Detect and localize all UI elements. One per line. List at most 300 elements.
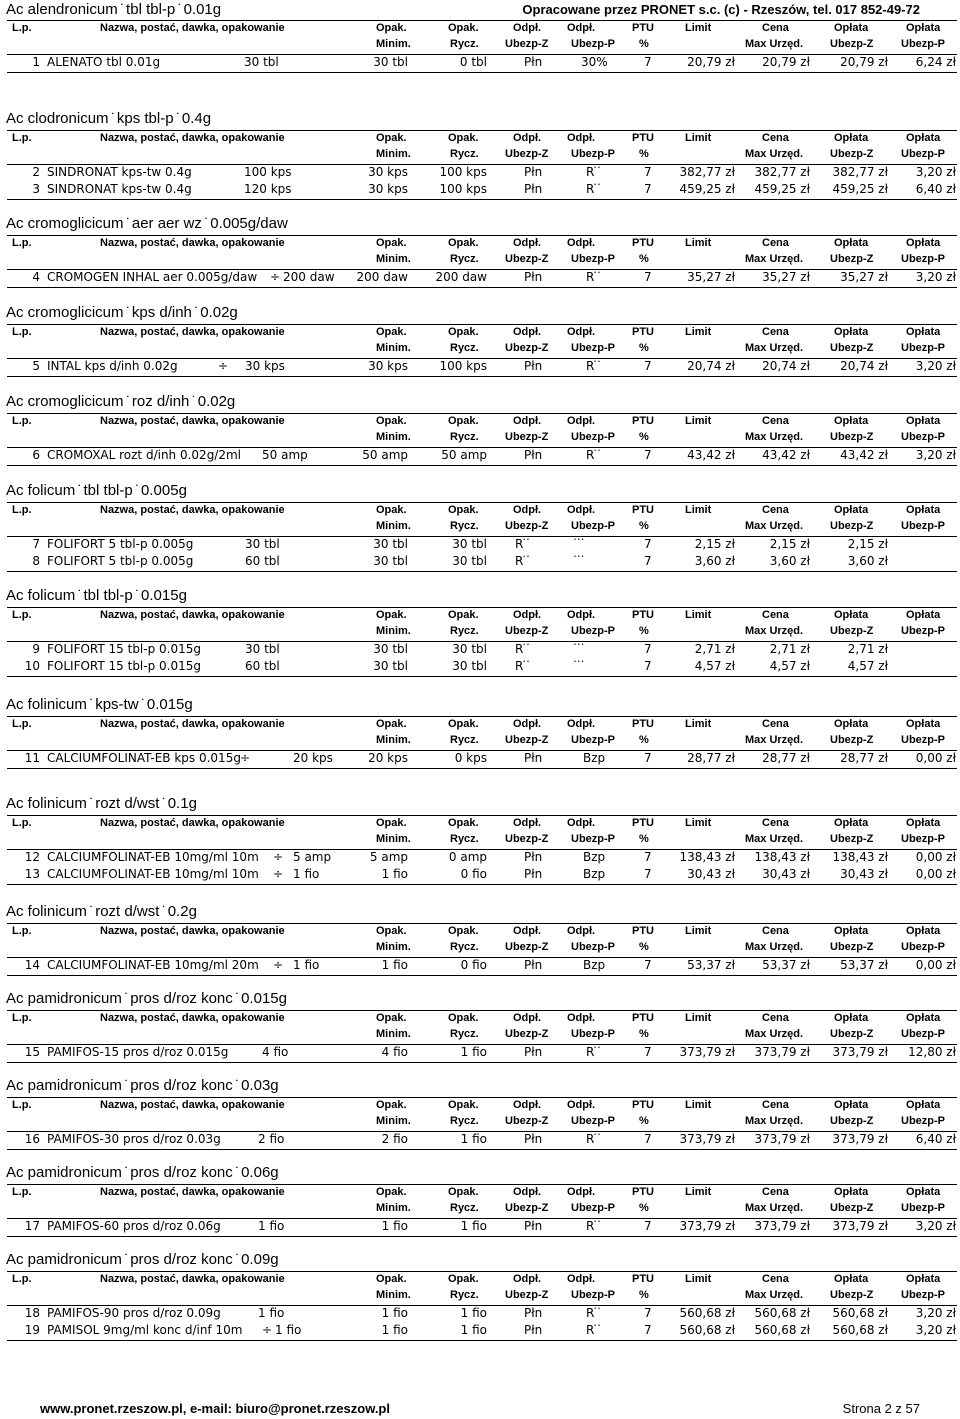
header-odpl_z: Odpł. xyxy=(513,132,542,144)
header-odpl_p-sub: Ubezp-P xyxy=(571,1115,615,1127)
header-oplata_p: Opłata xyxy=(906,1273,941,1285)
section-title: Ac folinicum ̇ rozt d/wst ̇ 0.1g xyxy=(6,795,197,812)
header-cena: Cena xyxy=(762,504,789,516)
header-cena: Cena xyxy=(762,22,789,34)
header-opak_rycz-sub: Rycz. xyxy=(450,1028,479,1040)
cell-limit: 459,25 zł xyxy=(679,182,735,196)
cell-odpl_z: Płn xyxy=(524,1306,543,1320)
section-title: Ac clodronicum ̇ kps tbl-p ̇ 0.4g xyxy=(6,110,212,127)
header-limit: Limit xyxy=(685,817,712,829)
header-opak_min: Opak. xyxy=(376,415,407,427)
header-opak_rycz: Opak. xyxy=(448,1273,479,1285)
header-ptu: PTU xyxy=(632,817,654,829)
header-cena: Cena xyxy=(762,1099,789,1111)
section-bottom-rule xyxy=(7,1236,957,1237)
header-cena-sub: Max Urzęd. xyxy=(745,520,804,532)
cell-pack: 1 fio xyxy=(293,958,320,972)
header-oplata_z-sub: Ubezp-Z xyxy=(830,431,874,443)
cell-oplata_p: 3,20 zł xyxy=(915,448,956,462)
header-odpl_p: Odpł. xyxy=(567,1186,596,1198)
separator-mark: ÷ xyxy=(240,751,251,765)
column-header xyxy=(7,1010,957,1045)
cell-name: PAMIFOS-30 pros d/roz 0.03g xyxy=(47,1132,221,1146)
header-oplata_p-sub: Ubezp-P xyxy=(901,1202,945,1214)
header-odpl_z: Odpł. xyxy=(513,1099,542,1111)
cell-pack: 30 tbl xyxy=(245,537,280,551)
cell-limit: 2,15 zł xyxy=(694,537,735,551)
header-odpl_p: Odpł. xyxy=(567,925,596,937)
header-oplata_z-sub: Ubezp-Z xyxy=(830,520,874,532)
cell-ptu: 7 xyxy=(644,270,652,284)
cell-odpl_p: Bzp xyxy=(583,958,606,972)
header-name: Nazwa, postać, dawka, opakowanie xyxy=(100,237,285,249)
separator-mark: ÷ xyxy=(270,270,281,284)
header-lp: L.p. xyxy=(12,1186,32,1198)
section-bottom-rule xyxy=(7,1062,957,1063)
cell-oplata_p: 0,00 zł xyxy=(915,958,956,972)
header-cena: Cena xyxy=(762,1186,789,1198)
cell-oplata_p: 3,20 zł xyxy=(915,359,956,373)
cell-opak_min: 30 kps xyxy=(368,182,408,196)
cell-oplata_p: 0,00 zł xyxy=(915,751,956,765)
cell-oplata_p: 6,40 zł xyxy=(915,1132,956,1146)
cell-pack: 5 amp xyxy=(293,850,332,864)
page-number: Strona 2 z 57 xyxy=(842,1401,920,1416)
section-title: Ac folinicum ̇ rozt d/wst ̇ 0.2g xyxy=(6,903,197,920)
header-odpl_p: Odpł. xyxy=(567,817,596,829)
separator-mark: ÷ xyxy=(273,867,284,881)
cell-lp: 14 xyxy=(24,958,40,972)
cell-opak_min: 30 tbl xyxy=(373,55,408,69)
header-odpl_p-sub: Ubezp-P xyxy=(571,625,615,637)
cell-lp: 18 xyxy=(24,1306,40,1320)
header-opak_rycz: Opak. xyxy=(448,609,479,621)
table-row xyxy=(0,553,960,571)
cell-lp: 7 xyxy=(32,537,40,551)
header-cena-sub: Max Urzęd. xyxy=(745,1202,804,1214)
header-name: Nazwa, postać, dawka, opakowanie xyxy=(100,1012,285,1024)
header-ptu: PTU xyxy=(632,1273,654,1285)
header-opak_rycz-sub: Rycz. xyxy=(450,38,479,50)
cell-limit: 382,77 zł xyxy=(679,165,735,179)
cell-limit: 35,27 zł xyxy=(687,270,735,284)
cell-cena: 43,42 zł xyxy=(762,448,810,462)
header-name: Nazwa, postać, dawka, opakowanie xyxy=(100,1099,285,1111)
header-opak_rycz-sub: Rycz. xyxy=(450,734,479,746)
header-opak_rycz-sub: Rycz. xyxy=(450,520,479,532)
header-lp: L.p. xyxy=(12,132,32,144)
cell-odpl_z: Płn xyxy=(524,448,543,462)
table-row xyxy=(0,358,960,376)
header-ptu-sub: % xyxy=(639,1115,649,1127)
cell-ptu: 7 xyxy=(644,642,652,656)
column-header xyxy=(7,20,957,55)
cell-lp: 5 xyxy=(32,359,40,373)
cell-limit: 30,43 zł xyxy=(687,867,735,881)
cell-oplata_z: 459,25 zł xyxy=(832,182,888,196)
cell-oplata_z: 138,43 zł xyxy=(832,850,888,864)
header-ptu-sub: % xyxy=(639,148,649,160)
publisher-header: Opracowane przez PRONET s.c. (c) - Rzeszów, tel. 017 852-49-72 xyxy=(522,2,920,17)
section-bottom-rule xyxy=(7,676,957,677)
cell-odpl_p: R ̇ ̇ xyxy=(586,1323,602,1337)
cell-ptu: 7 xyxy=(644,182,652,196)
cell-cena: 373,79 zł xyxy=(754,1219,810,1233)
header-oplata_z-sub: Ubezp-Z xyxy=(830,38,874,50)
section-bottom-rule xyxy=(7,199,957,200)
cell-odpl_z: Płn xyxy=(524,1219,543,1233)
cell-opak_min: 1 fio xyxy=(381,867,408,881)
cell-pack: 1 fio xyxy=(258,1219,285,1233)
header-oplata_p-sub: Ubezp-P xyxy=(901,1115,945,1127)
header-oplata_p-sub: Ubezp-P xyxy=(901,253,945,265)
cell-lp: 8 xyxy=(32,554,40,568)
header-opak_min-sub: Minim. xyxy=(376,1202,411,1214)
header-limit: Limit xyxy=(685,1273,712,1285)
cell-odpl_p: Bzp xyxy=(583,850,606,864)
cell-oplata_z: 20,74 zł xyxy=(840,359,888,373)
cell-odpl_z: Płn xyxy=(524,359,543,373)
cell-opak_min: 1 fio xyxy=(381,1323,408,1337)
cell-oplata_z: 4,57 zł xyxy=(847,659,888,673)
section-title: Ac pamidronicum ̇ pros d/roz konc ̇ 0.06g xyxy=(6,1164,279,1181)
header-opak_min-sub: Minim. xyxy=(376,833,411,845)
header-opak_min: Opak. xyxy=(376,718,407,730)
header-limit: Limit xyxy=(685,132,712,144)
cell-cena: 20,74 zł xyxy=(762,359,810,373)
header-ptu: PTU xyxy=(632,504,654,516)
header-odpl_z: Odpł. xyxy=(513,237,542,249)
header-odpl_z-sub: Ubezp-Z xyxy=(505,253,549,265)
header-ptu: PTU xyxy=(632,415,654,427)
header-opak_rycz: Opak. xyxy=(448,1012,479,1024)
section-bottom-rule xyxy=(7,465,957,466)
header-cena-sub: Max Urzęd. xyxy=(745,38,804,50)
header-odpl_p-sub: Ubezp-P xyxy=(571,734,615,746)
section-title: Ac pamidronicum ̇ pros d/roz konc ̇ 0.09g xyxy=(6,1251,279,1268)
header-opak_rycz-sub: Rycz. xyxy=(450,941,479,953)
cell-ptu: 7 xyxy=(644,1132,652,1146)
header-ptu-sub: % xyxy=(639,833,649,845)
cell-cena: 35,27 zł xyxy=(762,270,810,284)
cell-oplata_z: 28,77 zł xyxy=(840,751,888,765)
cell-limit: 3,60 zł xyxy=(694,554,735,568)
cell-opak_rycz: 1 fio xyxy=(460,1323,487,1337)
cell-limit: 560,68 zł xyxy=(679,1323,735,1337)
cell-opak_rycz: 0 amp xyxy=(448,850,487,864)
header-odpl_p: Odpł. xyxy=(567,415,596,427)
header-cena: Cena xyxy=(762,237,789,249)
header-limit: Limit xyxy=(685,326,712,338)
header-oplata_p: Opłata xyxy=(906,718,941,730)
header-oplata_p-sub: Ubezp-P xyxy=(901,38,945,50)
header-oplata_z: Opłata xyxy=(834,609,869,621)
header-opak_rycz-sub: Rycz. xyxy=(450,148,479,160)
cell-cena: 560,68 zł xyxy=(754,1323,810,1337)
cell-oplata_z: 373,79 zł xyxy=(832,1132,888,1146)
cell-cena: 30,43 zł xyxy=(762,867,810,881)
header-odpl_z: Odpł. xyxy=(513,609,542,621)
cell-opak_rycz: 200 daw xyxy=(435,270,487,284)
header-opak_rycz: Opak. xyxy=(448,1186,479,1198)
cell-pack: 1 fio xyxy=(258,1306,285,1320)
cell-pack: 100 kps xyxy=(244,165,292,179)
cell-opak_rycz: 100 kps xyxy=(439,165,487,179)
header-name: Nazwa, postać, dawka, opakowanie xyxy=(100,326,285,338)
header-oplata_z: Opłata xyxy=(834,132,869,144)
cell-opak_rycz: 30 tbl xyxy=(452,537,487,551)
section-bottom-rule xyxy=(7,768,957,769)
header-oplata_p-sub: Ubezp-P xyxy=(901,148,945,160)
header-oplata_z: Opłata xyxy=(834,718,869,730)
header-oplata_p: Opłata xyxy=(906,237,941,249)
header-oplata_p: Opłata xyxy=(906,415,941,427)
cell-odpl_p: Bzp xyxy=(583,751,606,765)
header-odpl_p-sub: Ubezp-P xyxy=(571,1202,615,1214)
header-cena-sub: Max Urzęd. xyxy=(745,1115,804,1127)
cell-odpl_p: R ̇ ̇ xyxy=(586,448,602,462)
cell-pack: 50 amp xyxy=(262,448,308,462)
cell-pack: 4 fio xyxy=(262,1045,289,1059)
header-oplata_z: Opłata xyxy=(834,22,869,34)
header-limit: Limit xyxy=(685,415,712,427)
header-odpl_z-sub: Ubezp-Z xyxy=(505,625,549,637)
header-odpl_p-sub: Ubezp-P xyxy=(571,520,615,532)
section-bottom-rule xyxy=(7,72,957,73)
column-header xyxy=(7,815,957,850)
header-opak_min: Opak. xyxy=(376,132,407,144)
cell-pack: 60 tbl xyxy=(245,554,280,568)
cell-odpl_z: R ̇ ̇ xyxy=(515,537,531,551)
cell-oplata_z: 35,27 zł xyxy=(840,270,888,284)
header-oplata_z-sub: Ubezp-Z xyxy=(830,1202,874,1214)
cell-opak_rycz: 0 tbl xyxy=(459,55,487,69)
cell-odpl_z: Płn xyxy=(524,55,543,69)
separator-mark: ÷ xyxy=(218,359,229,373)
header-cena: Cena xyxy=(762,415,789,427)
header-odpl_p-sub: Ubezp-P xyxy=(571,38,615,50)
table-row xyxy=(0,866,960,884)
header-odpl_p: Odpł. xyxy=(567,132,596,144)
column-header xyxy=(7,716,957,751)
cell-lp: 11 xyxy=(24,751,40,765)
header-opak_rycz-sub: Rycz. xyxy=(450,625,479,637)
cell-opak_rycz: 50 amp xyxy=(441,448,487,462)
header-oplata_z-sub: Ubezp-Z xyxy=(830,342,874,354)
header-odpl_z-sub: Ubezp-Z xyxy=(505,833,549,845)
cell-lp: 16 xyxy=(24,1132,40,1146)
cell-ptu: 7 xyxy=(644,958,652,972)
header-limit: Limit xyxy=(685,1099,712,1111)
header-opak_rycz-sub: Rycz. xyxy=(450,1115,479,1127)
header-odpl_z-sub: Ubezp-Z xyxy=(505,734,549,746)
table-row xyxy=(0,1044,960,1062)
header-limit: Limit xyxy=(685,1012,712,1024)
cell-oplata_p: 0,00 zł xyxy=(915,850,956,864)
header-lp: L.p. xyxy=(12,609,32,621)
header-oplata_z: Opłata xyxy=(834,1186,869,1198)
column-header xyxy=(7,1184,957,1219)
header-name: Nazwa, postać, dawka, opakowanie xyxy=(100,609,285,621)
header-opak_min: Opak. xyxy=(376,326,407,338)
header-odpl_z: Odpł. xyxy=(513,415,542,427)
header-oplata_z-sub: Ubezp-Z xyxy=(830,625,874,637)
cell-opak_min: 30 tbl xyxy=(373,659,408,673)
header-odpl_z-sub: Ubezp-Z xyxy=(505,520,549,532)
table-row xyxy=(0,1305,960,1323)
header-limit: Limit xyxy=(685,22,712,34)
section-title: Ac folicum ̇ tbl tbl-p ̇ 0.005g xyxy=(6,482,187,499)
header-opak_rycz: Opak. xyxy=(448,1099,479,1111)
header-limit: Limit xyxy=(685,925,712,937)
header-opak_min-sub: Minim. xyxy=(376,625,411,637)
header-odpl_z-sub: Ubezp-Z xyxy=(505,1028,549,1040)
cell-name: CROMOXAL rozt d/inh 0.02g/2ml xyxy=(47,448,242,462)
cell-oplata_p: 3,20 zł xyxy=(915,1323,956,1337)
cell-ptu: 7 xyxy=(644,55,652,69)
header-oplata_p-sub: Ubezp-P xyxy=(901,1028,945,1040)
cell-opak_min: 50 amp xyxy=(362,448,408,462)
cell-name: FOLIFORT 5 tbl-p 0.005g xyxy=(47,537,194,551)
cell-oplata_z: 373,79 zł xyxy=(832,1219,888,1233)
cell-oplata_z: 560,68 zł xyxy=(832,1306,888,1320)
section-title: Ac cromoglicicum ̇ roz d/inh ̇ 0.02g xyxy=(6,393,236,410)
cell-opak_min: 1 fio xyxy=(381,1306,408,1320)
cell-ptu: 7 xyxy=(644,1045,652,1059)
cell-opak_min: 30 kps xyxy=(368,359,408,373)
header-oplata_p: Opłata xyxy=(906,132,941,144)
cell-odpl_p: 30% xyxy=(581,55,608,69)
header-odpl_p: Odpł. xyxy=(567,1099,596,1111)
cell-ptu: 7 xyxy=(644,751,652,765)
cell-cena: 20,79 zł xyxy=(762,55,810,69)
cell-lp: 1 xyxy=(32,55,40,69)
header-oplata_z: Opłata xyxy=(834,504,869,516)
header-cena-sub: Max Urzęd. xyxy=(745,1289,804,1301)
cell-oplata_p: 6,24 zł xyxy=(915,55,956,69)
header-opak_rycz-sub: Rycz. xyxy=(450,833,479,845)
header-oplata_z: Opłata xyxy=(834,1273,869,1285)
header-oplata_z: Opłata xyxy=(834,237,869,249)
column-header xyxy=(7,923,957,958)
header-oplata_z: Opłata xyxy=(834,1012,869,1024)
cell-ptu: 7 xyxy=(644,537,652,551)
footer-contact: www.pronet.rzeszow.pl, e-mail: biuro@pronet.rzeszow.pl xyxy=(40,1401,390,1416)
separator-mark: ÷ xyxy=(262,1323,273,1337)
header-cena: Cena xyxy=(762,609,789,621)
cell-lp: 10 xyxy=(24,659,40,673)
cell-oplata_z: 20,79 zł xyxy=(840,55,888,69)
cell-ptu: 7 xyxy=(644,448,652,462)
header-odpl_p: Odpł. xyxy=(567,1273,596,1285)
header-lp: L.p. xyxy=(12,1273,32,1285)
header-cena-sub: Max Urzęd. xyxy=(745,253,804,265)
header-ptu-sub: % xyxy=(639,38,649,50)
header-ptu-sub: % xyxy=(639,520,649,532)
header-opak_min: Opak. xyxy=(376,1099,407,1111)
header-opak_rycz-sub: Rycz. xyxy=(450,253,479,265)
header-opak_min-sub: Minim. xyxy=(376,342,411,354)
header-odpl_z-sub: Ubezp-Z xyxy=(505,941,549,953)
header-odpl_p-sub: Ubezp-P xyxy=(571,833,615,845)
section-bottom-rule xyxy=(7,287,957,288)
cell-opak_rycz: 1 fio xyxy=(460,1306,487,1320)
cell-opak_rycz: 100 kps xyxy=(439,359,487,373)
table-row xyxy=(0,181,960,199)
cell-opak_rycz: 1 fio xyxy=(460,1132,487,1146)
cell-opak_rycz: 100 kps xyxy=(439,182,487,196)
header-cena-sub: Max Urzęd. xyxy=(745,148,804,160)
cell-oplata_p: 12,80 zł xyxy=(908,1045,956,1059)
cell-limit: 373,79 zł xyxy=(679,1045,735,1059)
cell-oplata_p: 3,20 zł xyxy=(915,1306,956,1320)
header-opak_min: Opak. xyxy=(376,22,407,34)
header-opak_min: Opak. xyxy=(376,237,407,249)
header-cena-sub: Max Urzęd. xyxy=(745,342,804,354)
header-odpl_z: Odpł. xyxy=(513,1186,542,1198)
header-limit: Limit xyxy=(685,237,712,249)
separator-mark: ÷ xyxy=(273,850,284,864)
cell-odpl_p: R ̇ ̇ xyxy=(586,359,602,373)
cell-cena: 4,57 zł xyxy=(769,659,810,673)
cell-oplata_z: 53,37 zł xyxy=(840,958,888,972)
cell-limit: 53,37 zł xyxy=(687,958,735,972)
header-odpl_p: Odpł. xyxy=(567,237,596,249)
header-limit: Limit xyxy=(685,504,712,516)
cell-ptu: 7 xyxy=(644,554,652,568)
header-lp: L.p. xyxy=(12,1099,32,1111)
header-oplata_p-sub: Ubezp-P xyxy=(901,431,945,443)
cell-cena: 2,71 zł xyxy=(769,642,810,656)
header-odpl_z-sub: Ubezp-Z xyxy=(505,1202,549,1214)
header-cena-sub: Max Urzęd. xyxy=(745,833,804,845)
cell-pack: 30 tbl xyxy=(245,642,280,656)
header-opak_rycz: Opak. xyxy=(448,718,479,730)
header-lp: L.p. xyxy=(12,504,32,516)
header-lp: L.p. xyxy=(12,718,32,730)
cell-cena: 2,15 zł xyxy=(769,537,810,551)
header-odpl_p-sub: Ubezp-P xyxy=(571,342,615,354)
cell-opak_min: 30 tbl xyxy=(373,554,408,568)
cell-limit: 20,79 zł xyxy=(687,55,735,69)
cell-opak_rycz: 30 tbl xyxy=(452,554,487,568)
header-lp: L.p. xyxy=(12,22,32,34)
cell-odpl_p: Bzp xyxy=(583,867,606,881)
cell-ptu: 7 xyxy=(644,359,652,373)
section-title: Ac pamidronicum ̇ pros d/roz konc ̇ 0.03g xyxy=(6,1077,279,1094)
header-ptu-sub: % xyxy=(639,941,649,953)
header-cena-sub: Max Urzęd. xyxy=(745,431,804,443)
header-oplata_z-sub: Ubezp-Z xyxy=(830,1115,874,1127)
cell-odpl_p: R ̇ ̇ xyxy=(586,1045,602,1059)
cell-lp: 9 xyxy=(32,642,40,656)
header-opak_min-sub: Minim. xyxy=(376,253,411,265)
header-cena-sub: Max Urzęd. xyxy=(745,734,804,746)
cell-odpl_z: Płn xyxy=(524,751,543,765)
section-bottom-rule xyxy=(7,975,957,976)
header-ptu: PTU xyxy=(632,237,654,249)
header-opak_min-sub: Minim. xyxy=(376,148,411,160)
header-name: Nazwa, postać, dawka, opakowanie xyxy=(100,504,285,516)
cell-name: PAMIFOS-60 pros d/roz 0.06g xyxy=(47,1219,221,1233)
section-bottom-rule xyxy=(7,884,957,885)
cell-pack: 120 kps xyxy=(244,182,292,196)
cell-lp: 15 xyxy=(24,1045,40,1059)
header-opak_rycz: Opak. xyxy=(448,817,479,829)
cell-lp: 13 xyxy=(24,867,40,881)
table-row xyxy=(0,957,960,975)
cell-odpl_z: Płn xyxy=(524,1132,543,1146)
